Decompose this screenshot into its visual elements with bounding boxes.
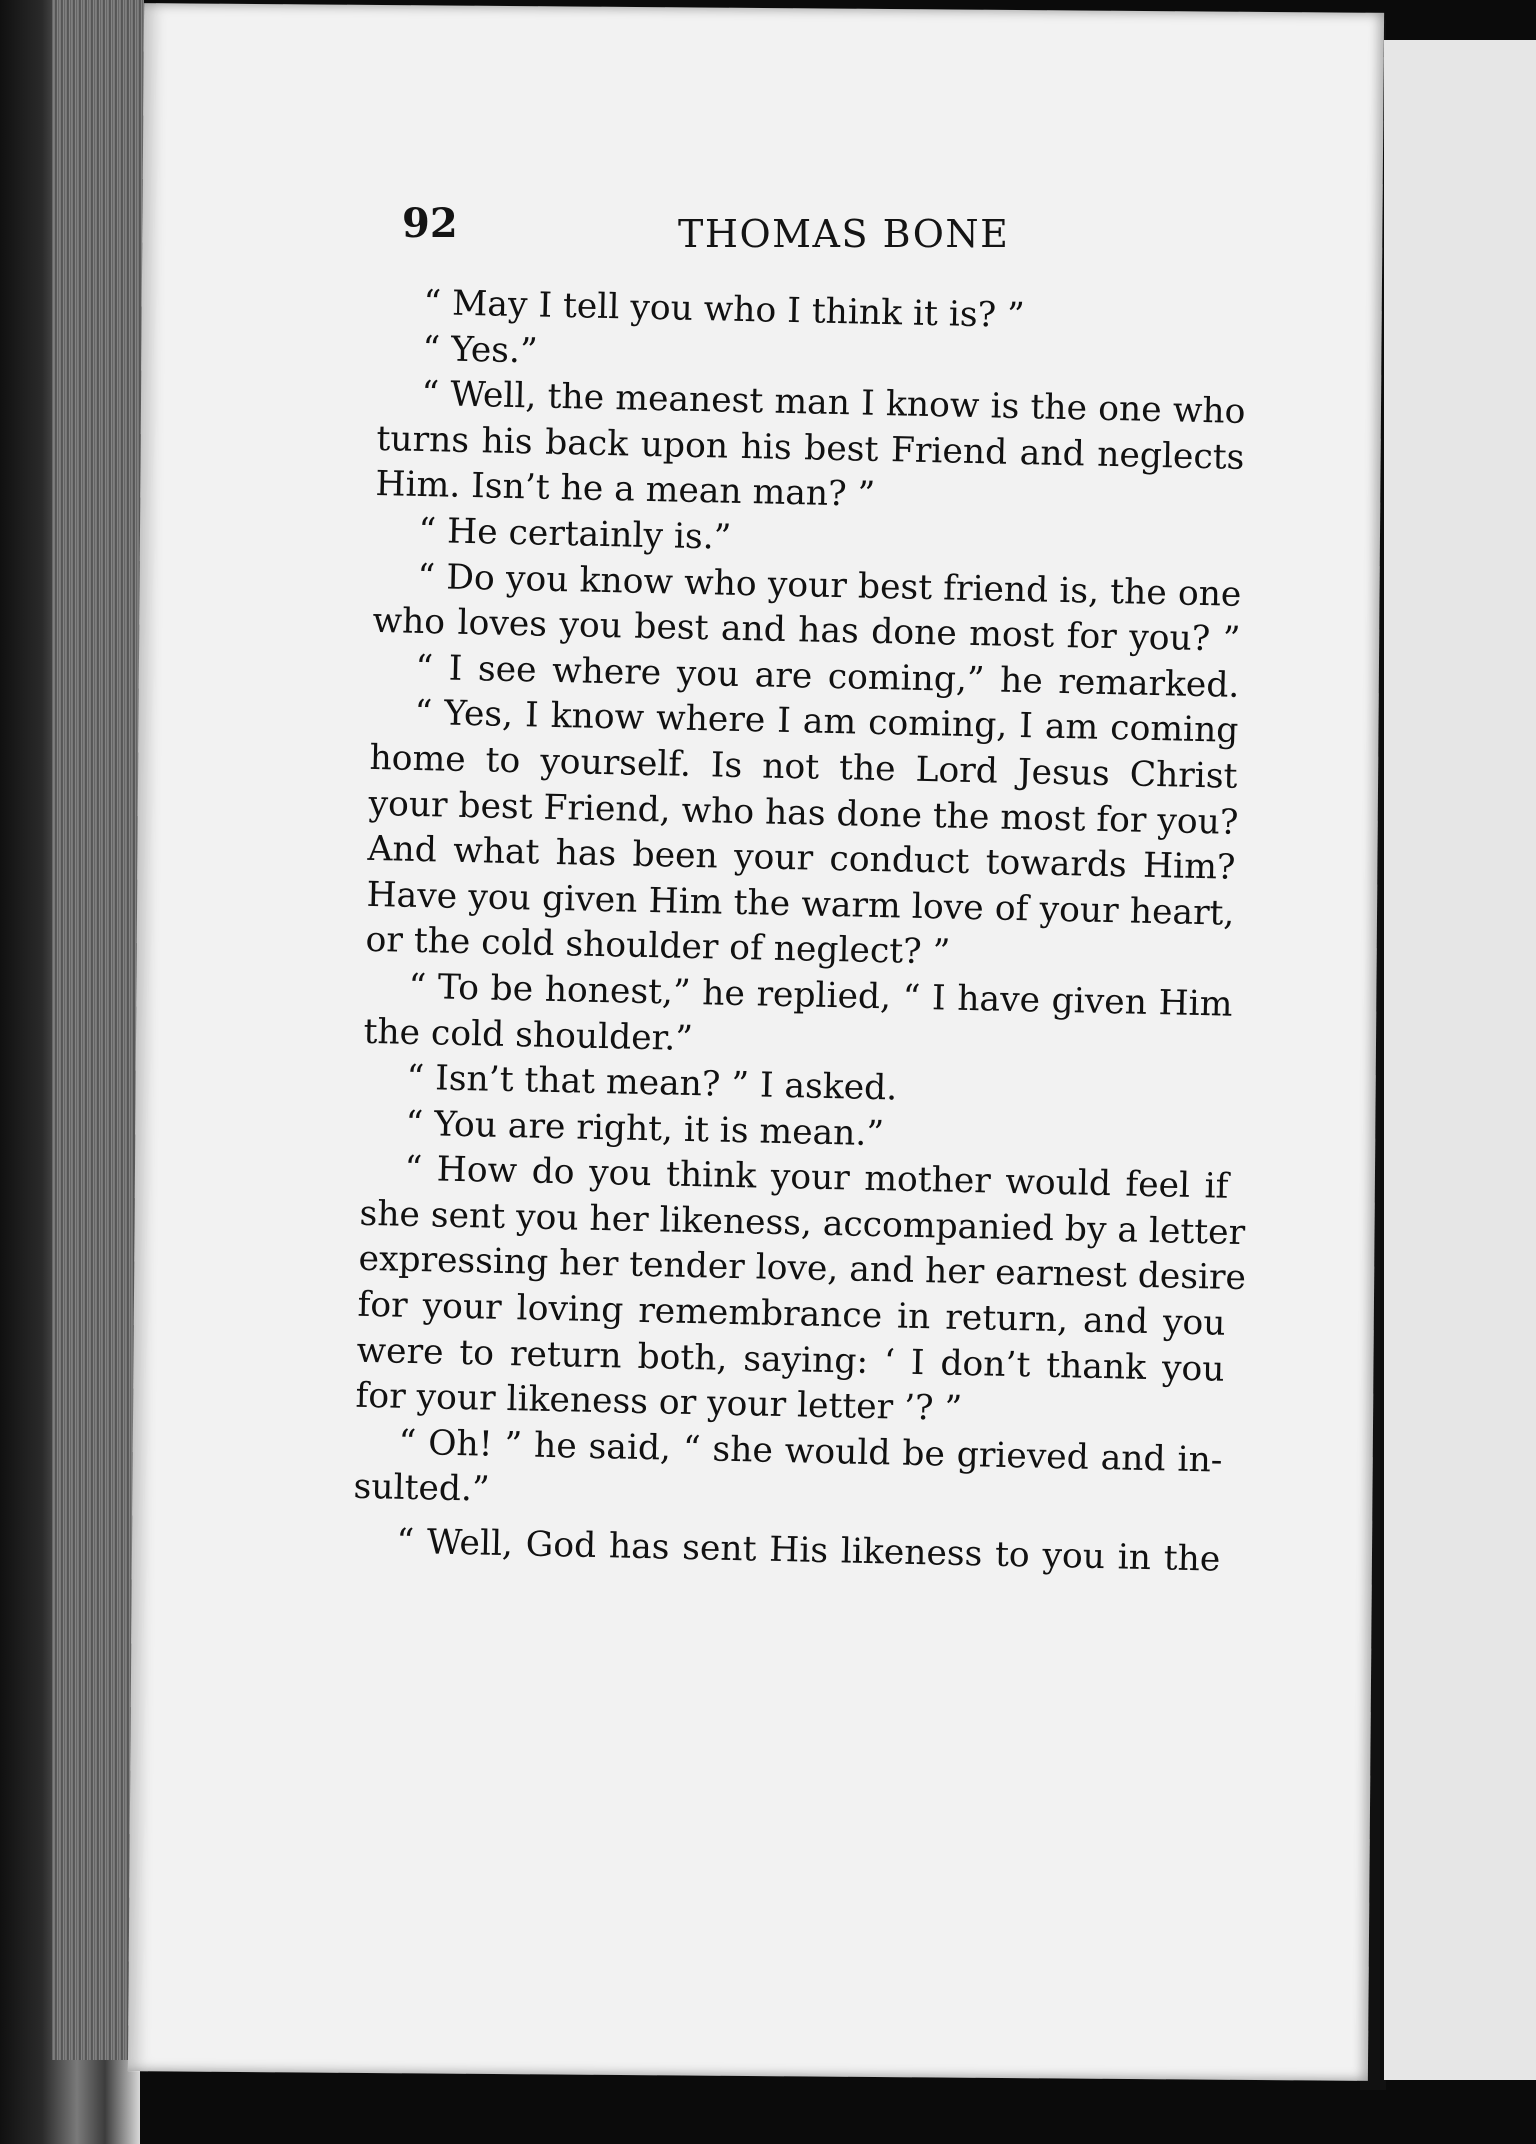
text-line: “ Well, God has sent His likeness to you in the — [396, 1521, 1221, 1580]
page-number: 92 — [402, 200, 458, 247]
text-line: “ He certainly is.” — [418, 510, 732, 558]
text-line: for your likeness or your letter ’? ” — [355, 1375, 963, 1430]
text-line: “ Yes.” — [422, 328, 539, 372]
text-line: “ Do you know who your best friend is, the one — [417, 556, 1242, 615]
text-line: “ May I tell you who I think it is? ” — [423, 282, 1026, 337]
text-line: your best Friend, who has done the most for you? — [368, 783, 1239, 843]
text-line: sulted.” — [353, 1467, 491, 1511]
text-line: “ To be honest,” he replied, “ I have given Him — [408, 966, 1233, 1025]
text-line: were to return both, saying: ‘ I don’t thank you — [356, 1330, 1225, 1390]
text-line: “ I see where you are coming,” he remarked. — [415, 647, 1240, 706]
text-line: Have you given Him the warm love of your heart, — [366, 874, 1235, 934]
running-head — [402, 200, 1302, 270]
text-line: home to yourself. Is not the Lord Jesus Christ — [369, 737, 1238, 797]
text-line: the cold shoulder.” — [363, 1011, 694, 1059]
text-line: “ Isn’t that mean? ” I asked. — [406, 1057, 898, 1109]
text-line: Him. Isn’t he a mean man? ” — [375, 464, 876, 516]
text-line: for your loving remembrance in return, and you — [357, 1284, 1226, 1344]
text-line: “ You are right, it is mean.” — [405, 1103, 885, 1154]
body-text — [352, 280, 1248, 1583]
running-title: THOMAS BONE — [678, 212, 1010, 256]
text-line: “ Well, the meanest man I know is the one who — [421, 374, 1246, 433]
text-line: expressing her tender love, and her earnest desire — [358, 1239, 1247, 1299]
text-line: she sent you her likeness, accompanied by a letter — [359, 1193, 1246, 1253]
text-line: turns his back upon his best Friend and neglects — [376, 418, 1245, 478]
text-line: “ How do you think your mother would feel if — [404, 1149, 1229, 1208]
text-line: “ Oh! ” he said, “ she would be grieved and in- — [398, 1422, 1223, 1481]
text-line: “ Yes, I know where I am coming, I am coming — [414, 693, 1239, 752]
text-line: who loves you best and has done most for you? ” — [372, 601, 1241, 661]
text-line: And what has been your conduct towards Him? — [367, 828, 1236, 888]
text-line: or the cold shoulder of neglect? ” — [365, 920, 951, 973]
adjacent-page-edge — [1380, 40, 1536, 2080]
